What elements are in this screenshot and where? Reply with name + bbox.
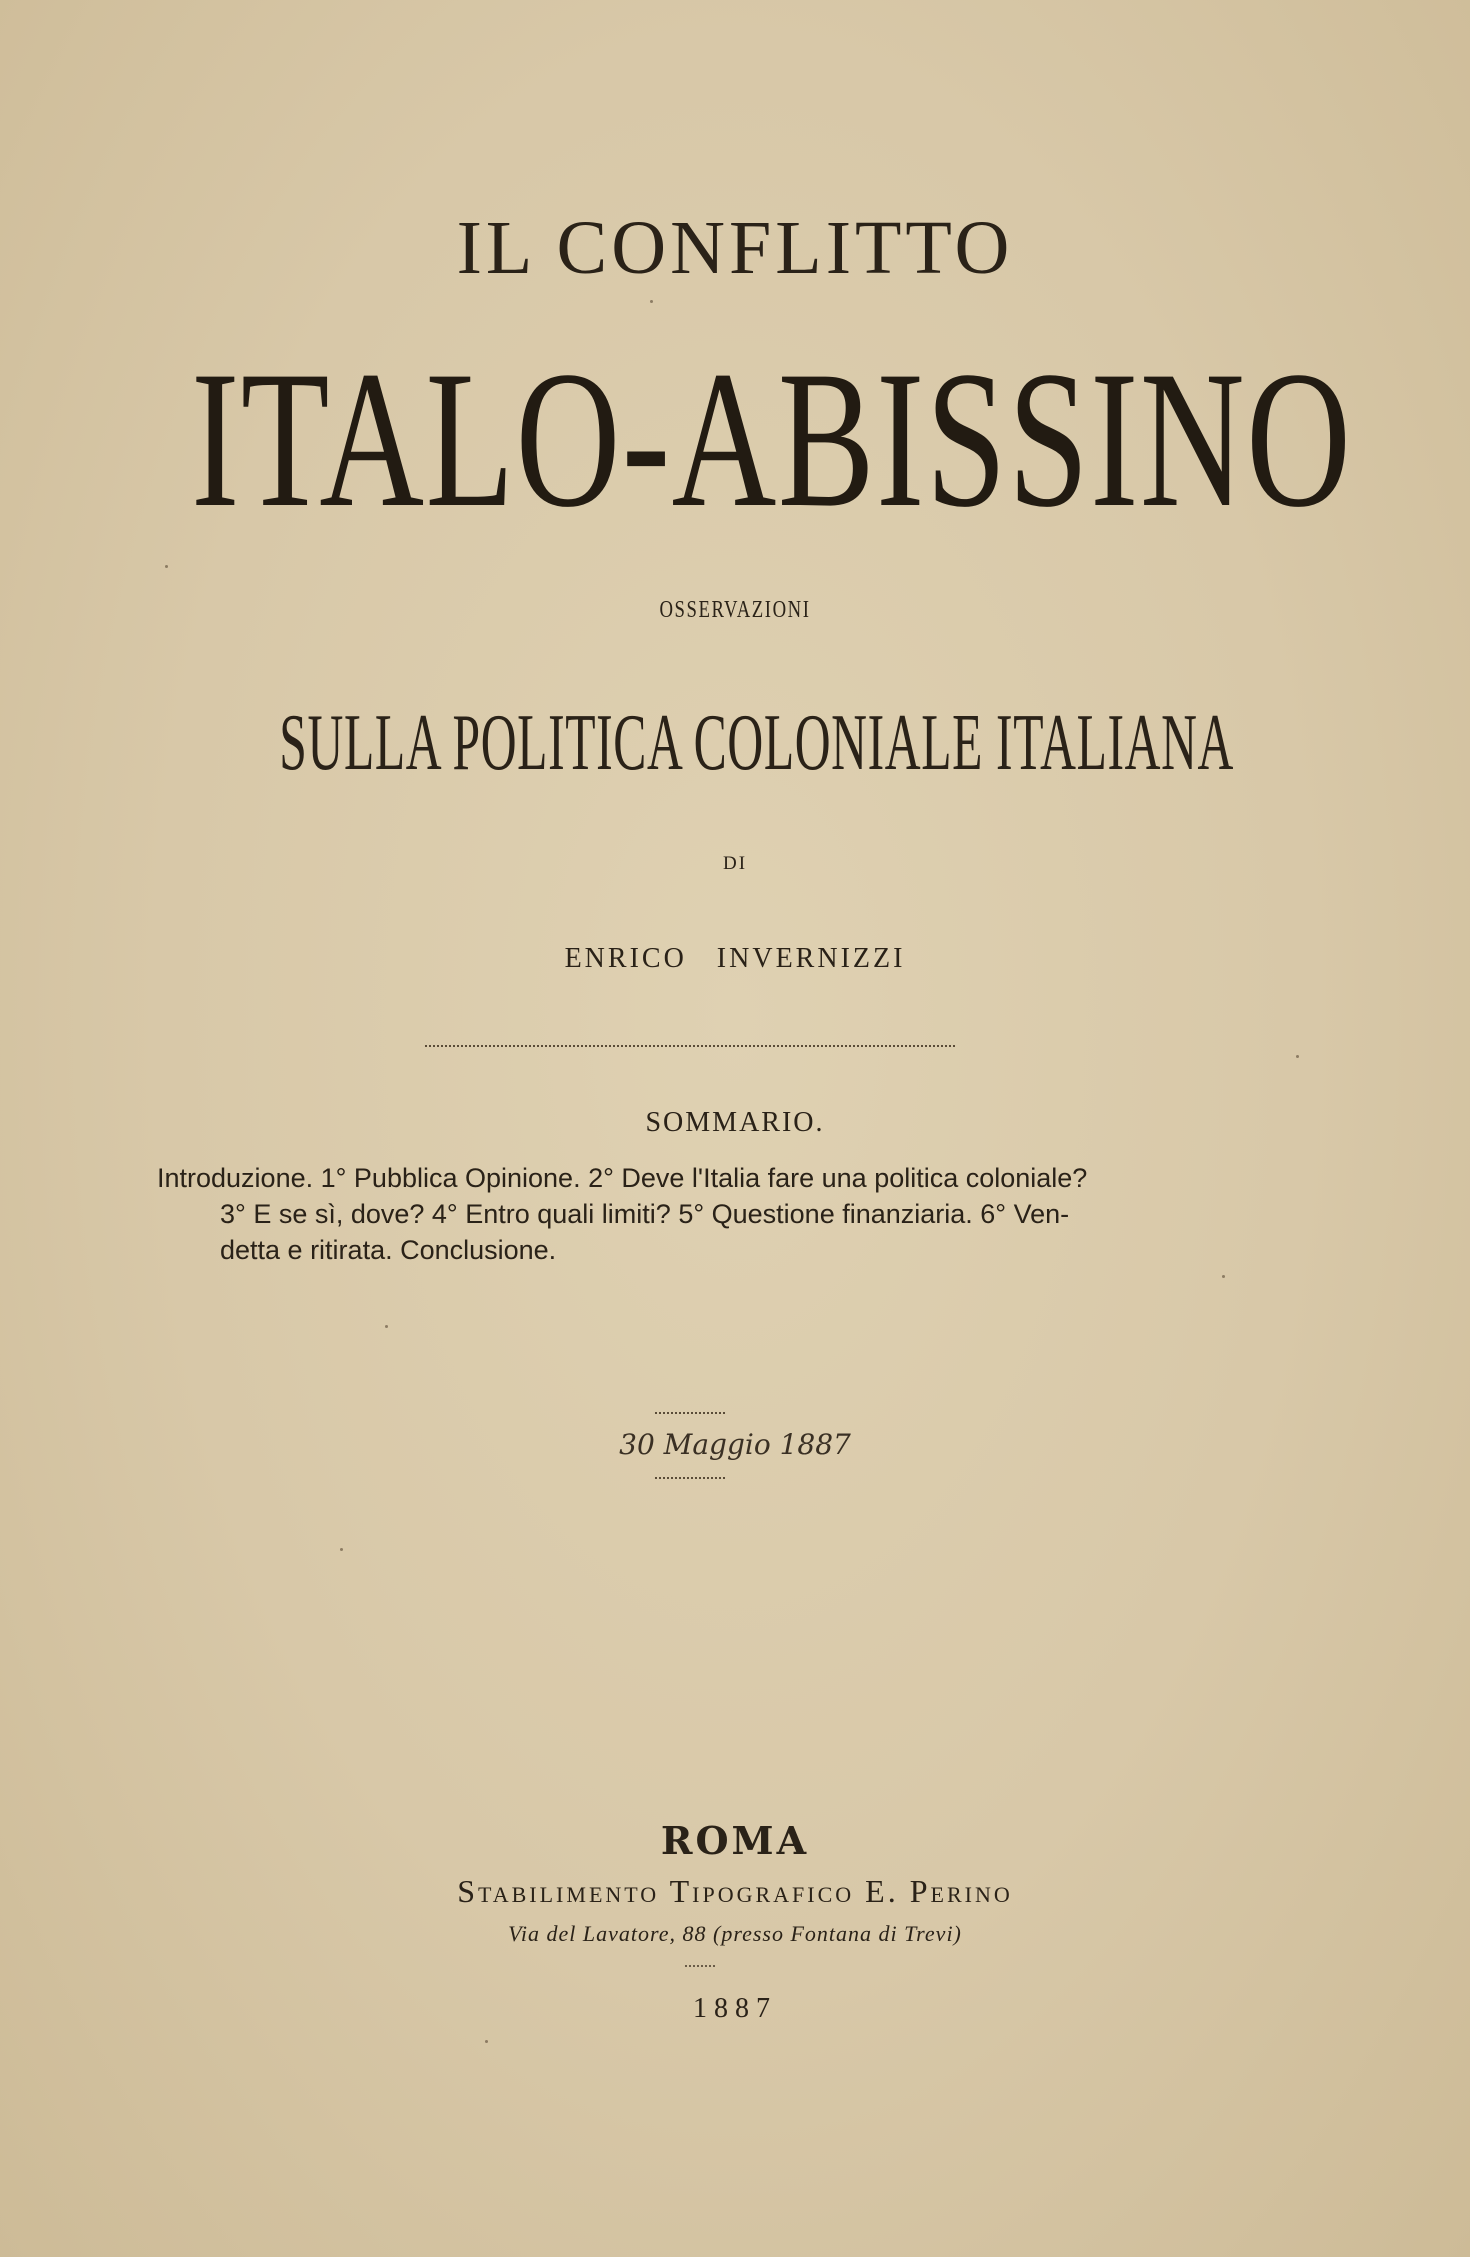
main-title: ITALO-ABISSINO xyxy=(191,331,1353,548)
summary-line-3: detta e ritirata. Conclusione. xyxy=(220,1235,557,1265)
subtitle-main: SULLA POLITICA COLONIALE ITALIANA xyxy=(279,699,1234,787)
summary-line-2: 3° E se sì, dove? 4° Entro quali limiti? 5° Questione finanziaria. 6° Ven- xyxy=(220,1199,1070,1229)
author-name: ENRICO INVERNIZZI xyxy=(564,943,906,974)
title-line-1: IL CONFLITTO xyxy=(456,206,1014,290)
subtitle-small: OSSERVAZIONI xyxy=(659,597,811,623)
paper-speck xyxy=(1222,1275,1225,1278)
handwritten-date: 30 Maggio 1887 xyxy=(619,1428,851,1461)
paper-speck xyxy=(165,565,168,568)
imprint-year: 1887 xyxy=(693,1993,777,2024)
paper-speck xyxy=(1296,1055,1299,1058)
byline-di: DI xyxy=(722,853,748,874)
paper-speck xyxy=(385,1325,388,1328)
date-rule-bottom xyxy=(655,1477,725,1479)
summary-line-1: Introduzione. 1° Pubblica Opinione. 2° Deve l'Italia fare una politica coloniale? xyxy=(157,1163,1088,1193)
summary-text xyxy=(157,1160,1237,1268)
imprint-city: ROMA xyxy=(660,1818,810,1863)
year-rule xyxy=(685,1965,715,1967)
date-rule-top xyxy=(655,1412,725,1414)
paper-speck xyxy=(650,300,653,303)
paper-speck xyxy=(485,2040,488,2043)
dotted-divider xyxy=(425,1045,955,1047)
imprint-address: Via del Lavatore, 88 (presso Fontana di Trevi) xyxy=(508,1921,962,1946)
summary-heading: SOMMARIO. xyxy=(645,1107,825,1138)
imprint-publisher: Stabilimento Tipografico E. Perino xyxy=(457,1873,1013,1909)
paper-speck xyxy=(340,1548,343,1551)
